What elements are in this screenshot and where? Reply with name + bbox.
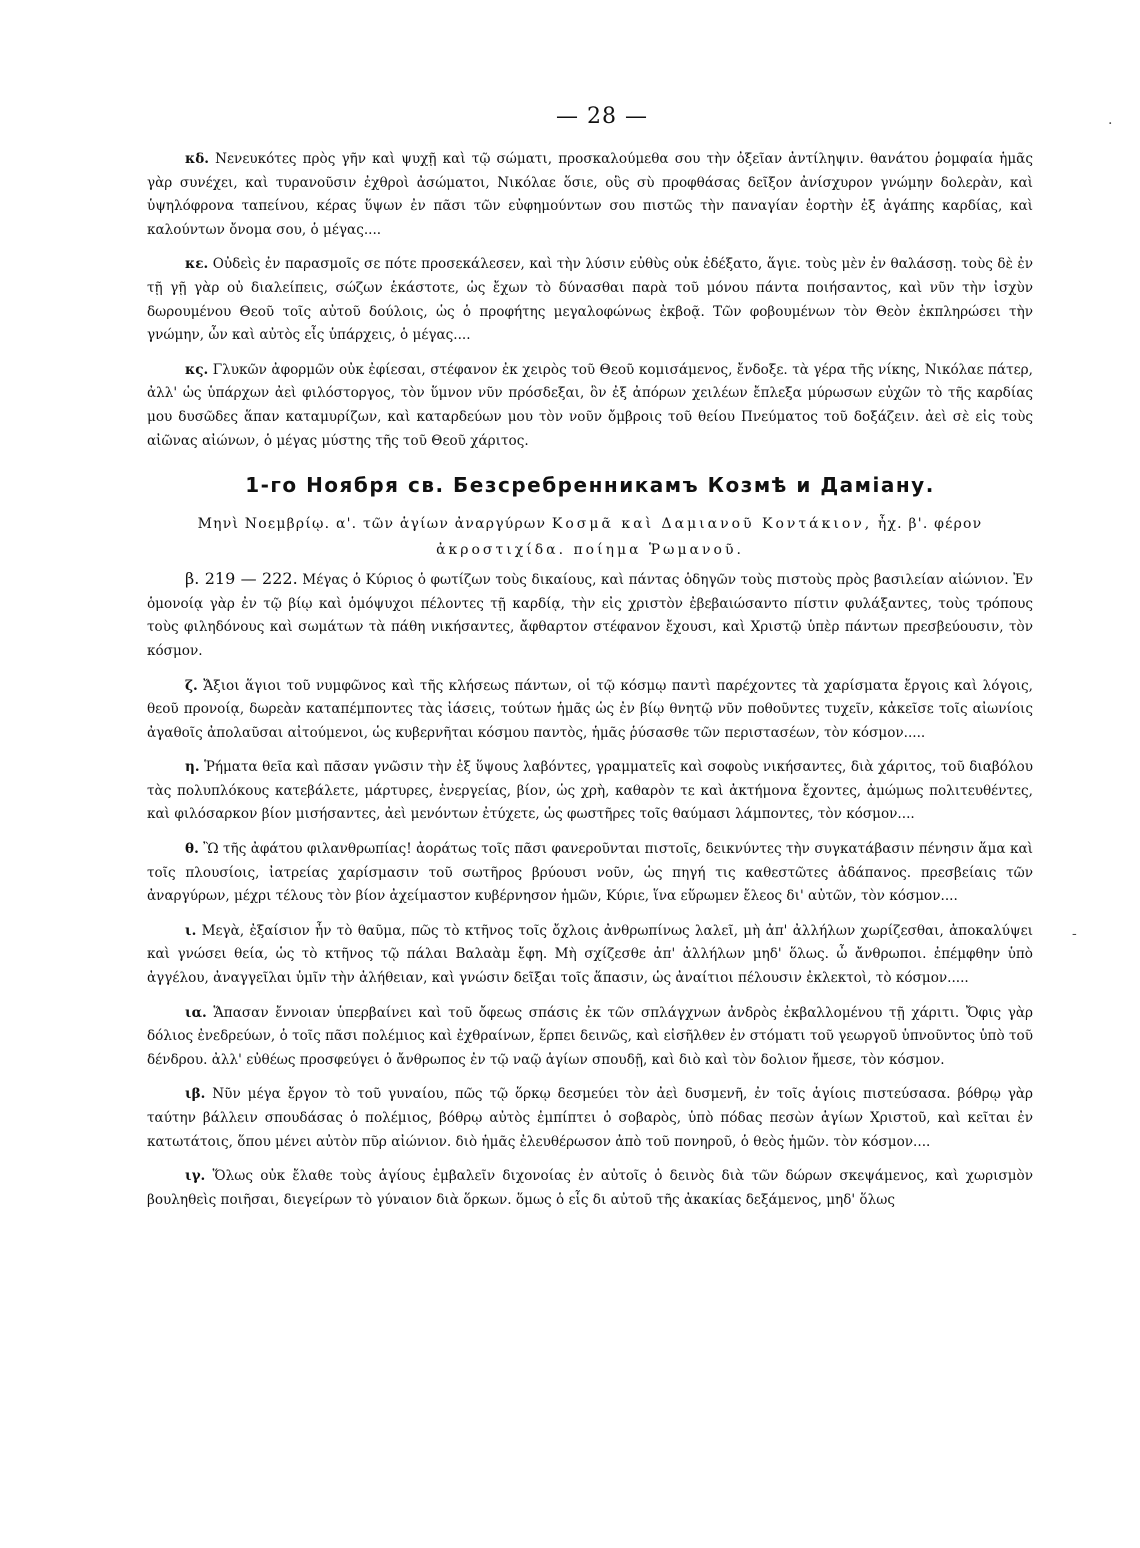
- subheading-start: Μηνὶ Νοεμβρίῳ. α'. τῶν ἁγίων ἀναργύρων: [197, 516, 547, 533]
- stanza-text: Νῦν μέγα ἔργον τὸ τοῦ γυναίου, πῶς τῷ ὅρκῳ δεσμεύει τὸν ἀεὶ δυσμενῆ, ἐν τοῖς ἁγίοις πιστεύσασα. βόθρῳ γὰρ ταύτην βάλλειν σπουδάσας ὁ πολέμιος, βόθρῳ αὐτὸς ἐμπίπτει ὁ σοβαρὸς, ὑπὸ πόδας πεσὼν ἁγίων Χριστοῦ, καὶ κεῖται ἐν κατωτάτοις, ὅπου μένει αὐτὸν πῦρ αἰώνιον. διὸ ἡμᾶς ἐλευθέρωσον ἀπὸ τοῦ πονηροῦ, ὁ θεὸς ἡμῶν. τὸν κόσμον....: [147, 1086, 1034, 1150]
- stanza-number: η.: [185, 759, 200, 776]
- stanza-number: ιγ.: [185, 1168, 206, 1185]
- stanza-ks: [147, 359, 1033, 453]
- stanza-number: κς.: [185, 361, 209, 378]
- page-content: [147, 148, 1033, 1223]
- margin-mark: .: [1108, 112, 1113, 128]
- subheading-end: ἦχ. β'. φέρον: [877, 516, 983, 533]
- page-number: — 28 —: [556, 104, 648, 129]
- stanza-text: Οὐδεὶς ἐν παρασμοῖς σε πότε προσεκάλεσεν, καὶ τὴν λύσιν εὐθὺς οὐκ ἐδέξατο, ἅγιε. τοὺς μὲν ἐν θαλάσσῃ. τοὺς δὲ ἐν τῇ γῇ γὰρ οὐ διαλείπεις, σώζων ἑκάστοτε, ὡς ἔχων τὸ δύνασθαι παρὰ τοῦ μόνου πάντα ποιήσαντος, καὶ νῦν τὴν ἰσχὺν δωρουμένου Θεοῦ τοῖς αὐτοῦ δούλοις, ὡς ὁ προφήτης μεγαλοφώνως ἐκβοᾷ. Τῶν φοβουμένων τὸν Θεὸν ἐκπληρώσει τὴν γνώμην, ὧν καὶ αὐτὸς εἶς ὑπάρχεις, ὁ μέγας....: [147, 256, 1033, 344]
- stanza-text: Ἄξιοι ἅγιοι τοῦ νυμφῶνος καὶ τῆς κλήσεως πάντων, οἱ τῷ κόσμῳ παντὶ παρέχοντες τὰ χαρίσματα ἔργοις καὶ λόγοις, θεοῦ προνοίᾳ, δωρεὰν καταπέμποντες τὰς ἰάσεις, τούτων ἡμᾶς ὡς ἐν βίῳ θνητῷ νῦν ποθοῦντες τυχεῖν, κἀκεῖσε τοῖς αἰωνίοις ἀγαθοῖς ἀπολαῦσαι αἰτούμενοι, ὡς κυβερνῆται κόσμου παντὸς, ἡμᾶς ῥύσασθε τῶν περιστασέων, τὸν κόσμον.....: [147, 677, 1033, 741]
- stanza-text: Ἅπασαν ἔννοιαν ὑπερβαίνει καὶ τοῦ ὄφεως σπάσις ἐκ τῶν σπλάγχνων ἀνδρὸς ἐκβαλλομένου τῇ χάριτι. Ὄφις γὰρ δόλιος ἐνεδρεύων, ὁ τοῖς πᾶσι πολέμιος καὶ ἐχθραίνων, ἕρπει δεινῶς, καὶ εἰσῆλθεν ἐν στόματι τοῦ γεωργοῦ ὑπνοῦντος ὑπὸ τοῦ δένδρου. ἀλλ' εὐθέως προσφεύγει ὁ ἄνθρωπος ἐν τῷ ναῷ ἁγίων σπουδῇ, καὶ διὸ καὶ τὸν δολιον ἤμεσε, τὸν κόσμον.: [147, 1004, 1033, 1068]
- section-subheading: [147, 511, 1033, 563]
- stanza-number: ιβ.: [185, 1086, 206, 1103]
- stanza-ig: [147, 1165, 1033, 1212]
- stanza-text: Νενευκότες πρὸς γῆν καὶ ψυχῇ καὶ τῷ σώματι, προσκαλούμεθα σου τὴν ὀξεῖαν ἀντίληψιν. θανάτου ῥομφαία ἡμᾶς γὰρ συνέχει, καὶ τυρανοῦσιν ἐχθροὶ ἀσώματοι, Νικόλαε ὅσιε, οὓς σὺ προφθάσας δεῖξον ἀνίσχυρον γνώμην δολερὰν, καὶ ὑψηλόφρονα ταπείνου, κέρας ὕψων ἐν πᾶσι τῶν εὐφημούντων σου πιστῶς τὴν παναγίαν ἑορτὴν ἐξ ἀγάπης καρδίας, καὶ καλούντων ὄνομα σου, ὁ μέγας....: [147, 151, 1033, 238]
- section-heading: 1-го Ноября св. Безсребренникамъ Козмѣ и Даміану.: [245, 473, 935, 498]
- stanza-text: Ὢ τῆς ἀφάτου φιλανθρωπίας! ἀοράτως τοῖς πᾶσι φανεροῦνται πιστοῖς, δεικνύντες τὴν συγκατάβασιν πένησιν ἅμα καὶ τοῖς πλουσίοις, ἰατρείας χαρίσμασιν τοῦ σωτῆρος βρύουσι νοῦν, ὡς πηγή τις καθεστῶτες ἀδάπανος. πρεσβείαις τῶν ἀναργύρων, μέχρι τέλους τὸν βίον ἀχείμαστον κυβέρνησον ἡμῶν, Κύριε, ἵνα εὕρωμεν ἔλεος δι' αὐτῶν, τὸν κόσμον....: [147, 841, 1033, 905]
- subheading-names: Κοσμᾶ καὶ Δαμιανοῦ Κοντάκιον,: [551, 516, 873, 533]
- stanza-b: [147, 567, 1033, 663]
- stanza-ib: [147, 1083, 1033, 1154]
- stanza-text: Γλυκῶν ἀφορμῶν οὐκ ἐφίεσαι, στέφανον ἐκ χειρὸς τοῦ Θεοῦ κομισάμενος, ἔνδοξε. τὰ γέρα τῆς νίκης, Νικόλαε πάτερ, ἀλλ' ὡς ὑπάρχων ἀεὶ φιλόστοργος, τὸν ὕμνον νῦν πρόσδεξαι, ὃν ἐξ ἀπόρων χειλέων ἔπλεξα μύρωσων εὐχῶν τὸ τῆς καρδίας μου δυσῶδες ἅπαν καταμυρίζων, καὶ καταρδεύων μου τὸν νοῦν ὄμβροις τοῦ θείου Πνεύματος τοῦ δοξάζειν. ἀεὶ σὲ εἰς τοὺς αἰῶνας αἰώνων, ὁ μέγας μύστης τῆς τοῦ Θεοῦ χάριτος.: [147, 361, 1033, 449]
- stanza-text: Ῥήματα θεῖα καὶ πᾶσαν γνῶσιν τὴν ἐξ ὕψους λαβόντες, γραμματεῖς καὶ σοφοὺς νικήσαντες, διὰ χάριτος, τοῦ διαβόλου τὰς πολυπλόκους κατεβάλετε, μάρτυρες, ἐνεργείας, βίον, ὡς χρὴ, καθαρὸν τε καὶ ἀκτήμονα ἔχοντες, ἀμώμως πολιτευθέντες, καὶ φιλόσαρκον βίον μισήσαντες, ἀεὶ μενόντων ἐτύχετε, ὡς φωστῆρες τοῖς θαύμασι λάμποντες, τὸν κόσμον....: [147, 759, 1033, 823]
- stanza-text: Μέγας ὁ Κύριος ὁ φωτίζων τοὺς δικαίους, καὶ πάντας ὁδηγῶν τοὺς πιστοὺς πρὸς βασιλείαν αἰώνιον. Ἐν ὁμονοίᾳ γὰρ ἐν τῷ βίῳ καὶ ὁμόψυχοι πέλοντες τῇ καρδίᾳ, τὴν εἰς χριστὸν ἐβεβαιώσαντο πίστιν φυλάξαντες, τοὺς τρόπους τοὺς φιληδόνους καὶ σωμάτων τὰ πάθη νικήσαντες, ἄφθαρτον στέφανον ἔχουσι, καὶ Χριστῷ ὑπὲρ πάντων πρεσβεύουσιν, τὸν κόσμον.: [147, 572, 1033, 659]
- stanza-number: ια.: [185, 1004, 207, 1021]
- margin-mark: -: [1072, 926, 1077, 942]
- stanza-ia: [147, 1002, 1033, 1073]
- stanza-kd: [147, 148, 1033, 242]
- subheading-line2: ἀκροστιχίδα. ποίημα Ῥωμανοῦ.: [436, 542, 744, 559]
- stanza-i: [147, 920, 1033, 991]
- stanza-number: θ.: [185, 841, 199, 858]
- stanza-number: ι.: [185, 922, 197, 939]
- stanza-th: [147, 838, 1033, 909]
- stanza-number: ζ.: [185, 677, 198, 694]
- stanza-number: κε.: [185, 256, 209, 273]
- stanza-text: Ὅλως οὐκ ἔλαθε τοὺς ἁγίους ἐμβαλεῖν διχονοίας ἐν αὐτοῖς ὁ δεινὸς διὰ τῶν δώρων σκεψάμενος, καὶ χωρισμὸν βουληθεὶς ποιῆσαι, διεγείρων τὸ γύναιον διὰ ὅρκων. ὅμως ὁ εἷς δι αὐτοῦ τῆς ἀκακίας δεξάμενος, μηδ' ὅλως: [147, 1168, 1033, 1208]
- stanza-number: κδ.: [185, 151, 209, 167]
- stanza-z: [147, 675, 1033, 746]
- stanza-ke: [147, 253, 1033, 347]
- stanza-number: β. 219 — 222.: [185, 569, 298, 589]
- stanza-text: Μεγὰ, ἐξαίσιον ἦν τὸ θαῦμα, πῶς τὸ κτῆνος τοῖς ὄχλοις ἀνθρωπίνως λαλεῖ, μὴ ἀπ' ἀλλήλων χωρίζεσθαι, ἀποκαλύψει καὶ γνώσει θεία, ὡς τὸ κτῆνος τῷ πάλαι Βαλαὰμ ἔφη. Μὴ σχίζεσθε ἀπ' ἀλλήλων μηδ' ὅλως. ὦ ἄνθρωποι. ἐπέμφθην ὑπὸ ἀγγέλου, ἀναγγεῖλαι ὑμῖν τὴν ἀλήθειαν, καὶ γνώσιν δεῖξαι τοῖς ἅπασιν, ὡς ἀναίτιοι πέλουσιν ἐκλεκτοὶ, τὸ κόσμον.....: [147, 922, 1033, 987]
- stanza-h: [147, 756, 1033, 827]
